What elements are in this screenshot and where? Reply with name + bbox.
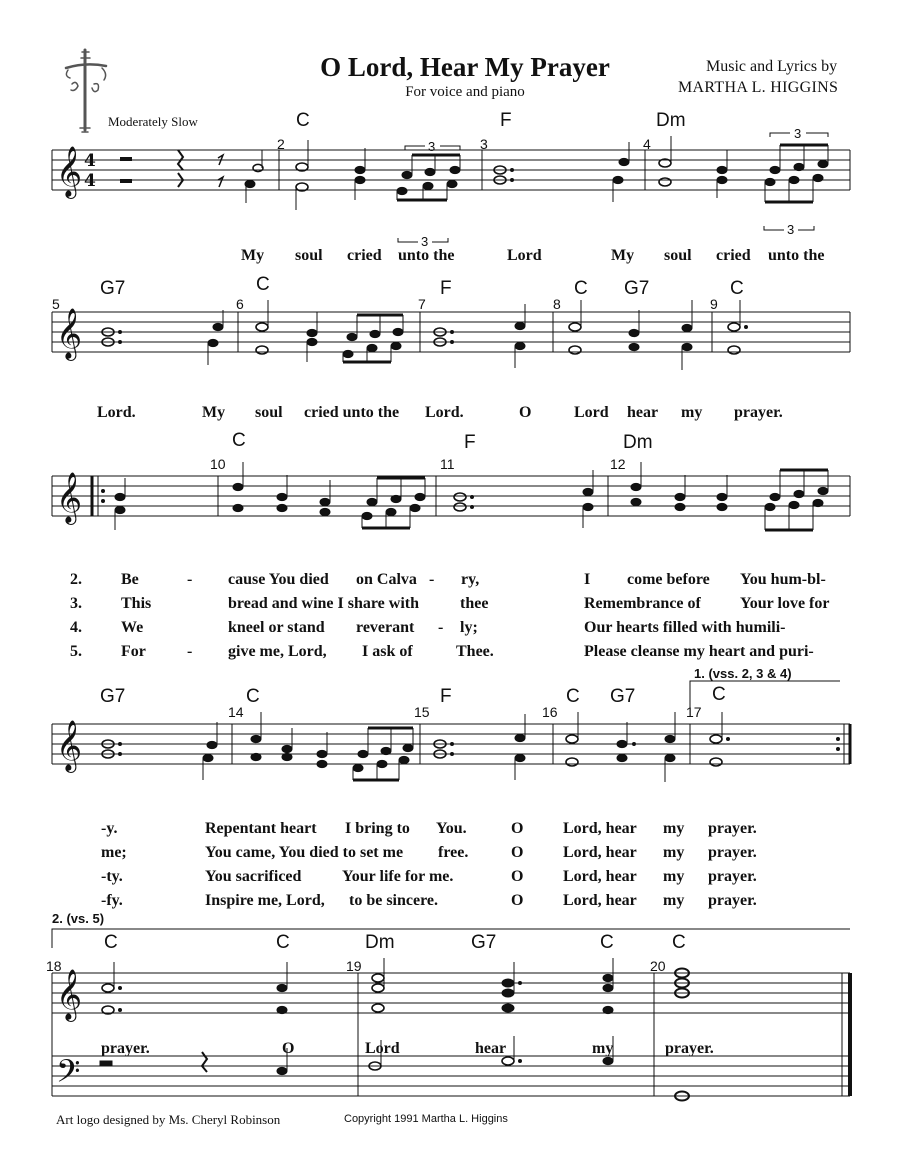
lyric-syllable: -: [187, 643, 193, 660]
svg-text:𝄞: 𝄞: [56, 146, 83, 197]
verse-number: 3.: [70, 595, 82, 612]
lyric-syllable: O: [511, 868, 524, 885]
lyric-syllable: Please cleanse my heart and puri-: [584, 643, 814, 660]
tempo-marking: Moderately Slow: [108, 114, 198, 129]
lyric-syllable: hear: [475, 1040, 507, 1057]
measure-number: 14: [228, 704, 244, 720]
lyric-syllable: prayer.: [101, 1040, 150, 1057]
lyric-syllable: O: [519, 404, 532, 421]
song-subtitle: For voice and piano: [405, 84, 525, 100]
chord-symbol: C: [730, 278, 744, 299]
lyric-syllable: Lord, hear: [563, 844, 637, 861]
time-sig-top: 4: [84, 151, 96, 171]
lyric-syllable: Lord: [507, 247, 542, 264]
measure-number: 20: [650, 958, 666, 974]
lyric-syllable: -: [429, 571, 435, 588]
lyric-syllable: Thee.: [456, 643, 494, 660]
time-sig-bottom: 4: [84, 171, 96, 191]
lyric-syllable: give me, Lord,: [228, 643, 327, 660]
lyric-syllable: You.: [436, 820, 467, 837]
notes-system-1: [245, 136, 828, 210]
measure-number: 8: [553, 296, 561, 312]
chord-symbol: G7: [624, 278, 650, 299]
chord-symbol: C: [104, 932, 118, 953]
lyric-syllable: This: [121, 595, 152, 612]
credit-line: Music and Lyrics by: [706, 58, 838, 75]
notes-system-4: [102, 712, 730, 782]
lyric-syllable: prayer.: [734, 404, 783, 421]
lyric-syllable: reverant: [356, 619, 415, 636]
lyric-syllable: cried: [347, 247, 382, 264]
lyric-syllable: cried unto the: [304, 404, 400, 421]
lyric-syllable: I ask of: [362, 643, 413, 660]
lyric-syllable: my: [663, 820, 685, 837]
lyric-syllable: Lord, hear: [563, 868, 637, 885]
svg-text:𝄞: 𝄞: [56, 308, 83, 359]
time-signature: [84, 151, 96, 191]
verse-number: 5.: [70, 643, 82, 660]
staff-system-5-treble: [52, 973, 850, 1013]
lyric-syllable: soul: [295, 247, 323, 264]
measure-number: 18: [46, 958, 62, 974]
chord-symbol: C: [712, 684, 726, 705]
lyric-syllable: me;: [101, 844, 127, 861]
lyric-syllable: Remembrance of: [584, 595, 701, 612]
lyric-syllable: my: [663, 868, 685, 885]
notes-system-5: [100, 958, 689, 1101]
lyric-syllable: Lord, hear: [563, 892, 637, 909]
lyric-syllable: cause You died: [228, 571, 329, 588]
copyright-notice: Copyright 1991 Martha L. Higgins: [344, 1113, 508, 1125]
rests-system-1: [120, 150, 223, 187]
chord-symbol: C: [296, 110, 310, 131]
volta-second-ending: 2. (vs. 5): [52, 911, 105, 926]
chord-symbol: C: [672, 932, 686, 953]
lyric-syllable: my: [681, 404, 703, 421]
lyric-syllable: You came, You died to set me: [205, 844, 404, 861]
lyric-syllable: free.: [438, 844, 469, 861]
measure-number: 5: [52, 296, 60, 312]
tuplet-label: 3: [794, 126, 802, 141]
lyric-syllable: Lord, hear: [563, 820, 637, 837]
lyric-syllable: For: [121, 643, 146, 660]
treble-clef-icon: [56, 146, 82, 199]
bass-clef-icon: [56, 1053, 80, 1097]
lyric-syllable: prayer.: [708, 820, 757, 837]
lyric-syllable: bread and wine I share with: [228, 595, 419, 612]
chord-symbol: Dm: [656, 110, 686, 131]
lyric-syllable: O: [511, 820, 524, 837]
lyric-syllable: Lord: [574, 404, 609, 421]
verse-number: 4.: [70, 619, 82, 636]
lyric-syllable: my: [663, 892, 685, 909]
chord-symbol: C: [232, 430, 246, 451]
lyric-syllable: My: [611, 247, 635, 264]
chord-symbol: G7: [100, 278, 126, 299]
svg-text:𝄞: 𝄞: [56, 720, 83, 771]
lyric-syllable: Your life for me.: [342, 868, 454, 885]
measure-number: 10: [210, 456, 226, 472]
lyric-syllable: I bring to: [345, 820, 410, 837]
lyric-syllable: Lord.: [97, 404, 136, 421]
tuplet-label: 3: [421, 234, 429, 249]
measure-number: 9: [710, 296, 718, 312]
verse-number: 2.: [70, 571, 82, 588]
lyric-syllable: prayer.: [708, 844, 757, 861]
svg-text:𝄞: 𝄞: [56, 969, 83, 1020]
measure-number: 6: [236, 296, 244, 312]
chord-symbol: F: [440, 278, 452, 299]
measure-number: 12: [610, 456, 626, 472]
measure-number: 4: [643, 136, 651, 152]
chord-symbol: C: [566, 686, 580, 707]
lyric-syllable: Your love for: [740, 595, 830, 612]
chord-symbol: G7: [610, 686, 636, 707]
chord-symbol: G7: [471, 932, 497, 953]
chord-symbol: F: [464, 432, 476, 453]
lyric-syllable: soul: [255, 404, 283, 421]
lyric-syllable: cried: [716, 247, 751, 264]
treble-clef-icon: [56, 472, 82, 525]
song-title: O Lord, Hear My Prayer: [320, 52, 610, 82]
chord-symbol: C: [256, 274, 270, 295]
lyric-syllable: my: [592, 1040, 614, 1057]
lyric-syllable: O: [282, 1040, 295, 1057]
lyric-syllable: unto the: [768, 247, 825, 264]
lyric-syllable: to be sincere.: [349, 892, 439, 909]
staff-system-3: [52, 476, 850, 516]
measure-number: 15: [414, 704, 430, 720]
art-logo-credit: Art logo designed by Ms. Cheryl Robinson: [56, 1112, 281, 1127]
lyric-syllable: Repentant heart: [205, 820, 317, 837]
treble-clef-icon: [56, 969, 82, 1022]
measure-number: 11: [440, 456, 455, 472]
lyric-syllable: come before: [627, 571, 710, 588]
lyric-syllable: O: [511, 844, 524, 861]
chord-symbol: G7: [100, 686, 126, 707]
tuplet-label: 3: [787, 222, 795, 237]
chord-symbol: C: [246, 686, 260, 707]
tuplet-labels-system-1: [421, 126, 801, 249]
lyric-syllable: We: [121, 619, 144, 636]
measure-number: 16: [542, 704, 558, 720]
svg-text:𝄢: 𝄢: [56, 1053, 81, 1097]
lyric-syllable: -ty.: [101, 868, 123, 885]
treble-clef-icon: [56, 720, 82, 773]
lyric-syllable: prayer.: [665, 1040, 714, 1057]
lyric-syllable: on Calva: [356, 571, 417, 588]
tuplet-label: 3: [428, 139, 436, 154]
treble-clef-icon: [56, 308, 82, 361]
lyric-syllable: kneel or stand: [228, 619, 325, 636]
lyric-syllable: -y.: [101, 820, 118, 837]
lyric-syllable: My: [202, 404, 226, 421]
lyric-syllable: -: [438, 619, 444, 636]
volta-first-ending: 1. (vss. 2, 3 & 4): [694, 666, 792, 681]
measure-number: 2: [277, 136, 285, 152]
lyric-syllable: my: [663, 844, 685, 861]
lyric-syllable: unto the: [398, 247, 455, 264]
lyric-syllable: You hum-bl-: [740, 571, 826, 588]
lyric-syllable: soul: [664, 247, 692, 264]
lyric-syllable: prayer.: [708, 868, 757, 885]
chord-symbol: Dm: [623, 432, 653, 453]
lyric-syllable: I: [584, 571, 591, 588]
lyric-syllable: hear: [627, 404, 659, 421]
lyric-syllable: Lord.: [425, 404, 464, 421]
lyric-syllable: O: [511, 892, 524, 909]
measure-number: 7: [418, 296, 426, 312]
lyric-syllable: -fy.: [101, 892, 123, 909]
measure-number: 19: [346, 958, 362, 974]
lyric-syllable: Lord: [365, 1040, 400, 1057]
chord-symbol: Dm: [365, 932, 395, 953]
lyric-syllable: You sacrificed: [205, 868, 302, 885]
chord-symbol: C: [600, 932, 614, 953]
chord-symbol: C: [276, 932, 290, 953]
lyric-syllable: prayer.: [708, 892, 757, 909]
lyric-syllable: -: [187, 571, 193, 588]
composer-name: MARTHA L. HIGGINS: [678, 79, 839, 96]
lyric-syllable: ry,: [461, 571, 480, 588]
lyric-syllable: Our hearts filled with humili-: [584, 619, 786, 636]
measure-number: 17: [686, 704, 702, 720]
lyric-syllable: Inspire me, Lord,: [205, 892, 325, 909]
lyric-syllable: thee: [460, 595, 489, 612]
lyric-syllable: My: [241, 247, 265, 264]
chord-symbol: F: [500, 110, 512, 131]
staff-system-5-bass: [52, 973, 850, 1096]
measure-number: 3: [480, 136, 488, 152]
chord-symbol: F: [440, 686, 452, 707]
chord-symbol: C: [574, 278, 588, 299]
lyric-syllable: ly;: [460, 619, 478, 636]
lyric-syllable: Be: [121, 571, 139, 588]
svg-text:𝄞: 𝄞: [56, 472, 83, 523]
